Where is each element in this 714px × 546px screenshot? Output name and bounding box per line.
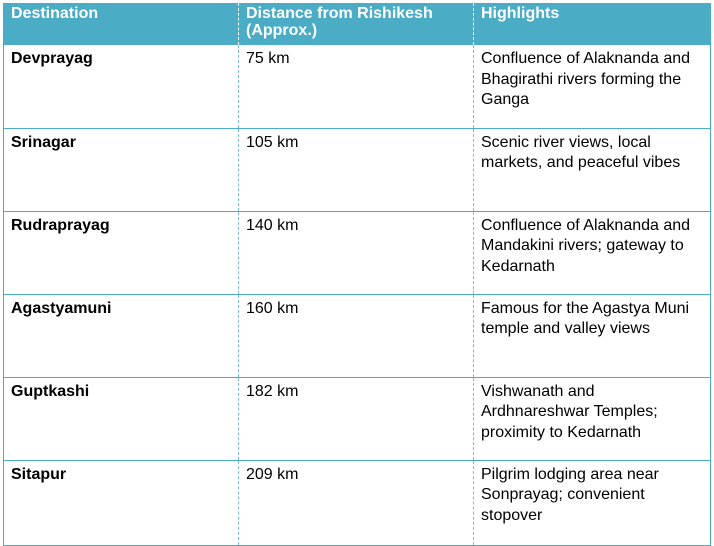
highlights-cell: Confluence of Alaknanda and Mandakini rivers; gateway to Kedarnath [474,211,711,294]
table-header [4,3,711,45]
highlights-cell: Scenic river views, local markets, and peaceful vibes [474,128,711,211]
distance-cell: 160 km [239,294,474,377]
header-highlights: Highlights [474,3,711,45]
table-row [4,128,711,211]
distance-cell: 105 km [239,128,474,211]
highlights-cell: Famous for the Agastya Muni temple and valley views [474,294,711,377]
header-distance: Distance from Rishikesh (Approx.) [239,3,474,45]
highlights-cell: Vishwanath and Ardhnareshwar Temples; proximity to Kedarnath [474,377,711,460]
table-row [4,294,711,377]
table-body [4,45,711,545]
header-destination: Destination [4,3,239,45]
distance-cell: 75 km [239,45,474,128]
distance-cell: 209 km [239,460,474,545]
header-row [4,3,711,45]
destination-cell: Srinagar [4,128,239,211]
table-row [4,460,711,545]
destinations-table-container [3,3,710,546]
destination-cell: Devprayag [4,45,239,128]
table-row [4,377,711,460]
distance-cell: 140 km [239,211,474,294]
destination-cell: Sitapur [4,460,239,545]
highlights-cell: Pilgrim lodging area near Sonprayag; convenient stopover [474,460,711,545]
distance-cell: 182 km [239,377,474,460]
destination-cell: Agastyamuni [4,294,239,377]
destination-cell: Rudraprayag [4,211,239,294]
table-row [4,211,711,294]
destination-cell: Guptkashi [4,377,239,460]
table-row [4,45,711,128]
highlights-cell: Confluence of Alaknanda and Bhagirathi rivers forming the Ganga [474,45,711,128]
destinations-table [3,3,711,546]
